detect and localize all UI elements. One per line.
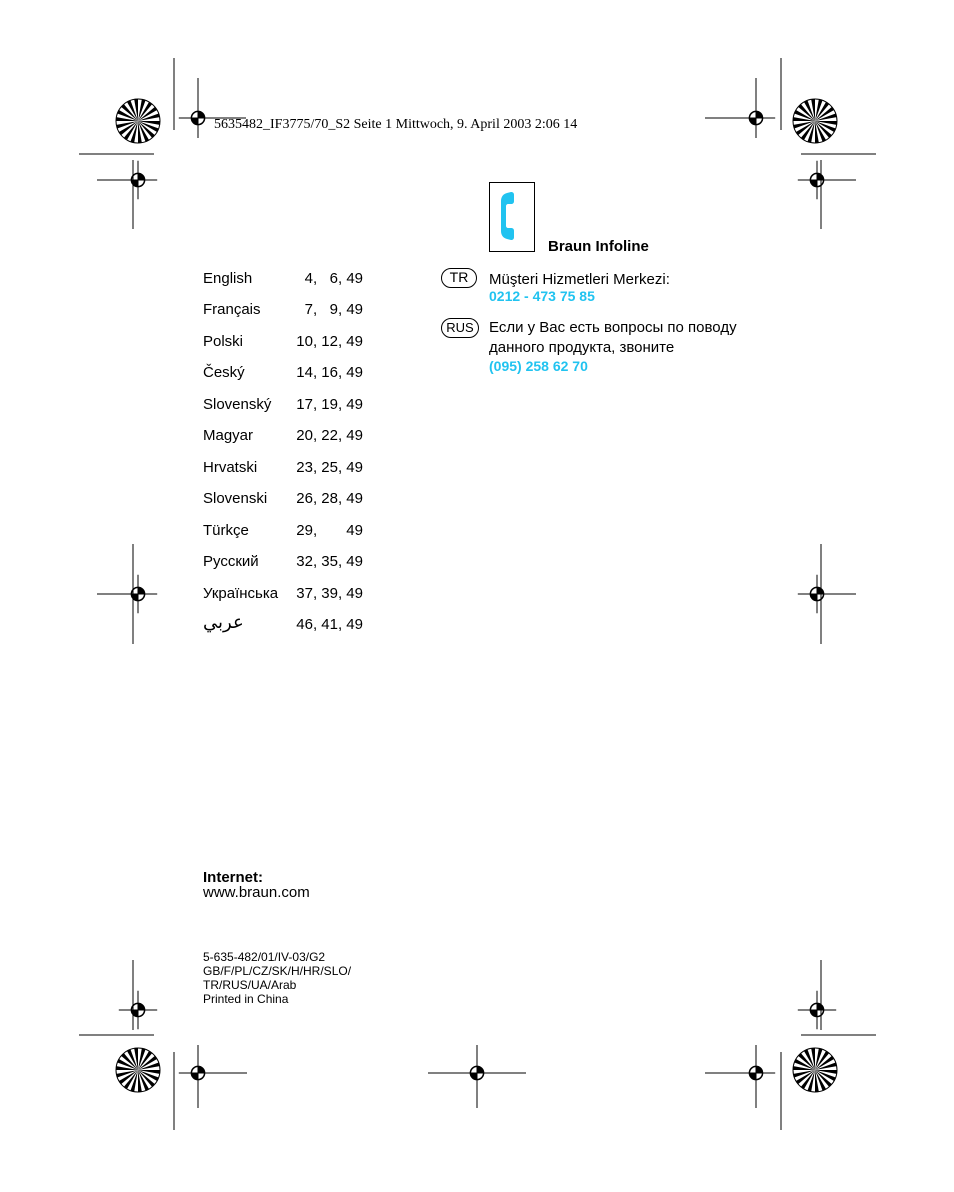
language-row (203, 612, 363, 636)
language-pages: 23, 25, 49 (296, 459, 363, 476)
language-row (203, 585, 363, 605)
language-row (203, 553, 363, 573)
rus-service-text-line2: данного продукта, звоните (489, 339, 675, 356)
language-name: Français (203, 301, 261, 318)
language-pages: 4, 6, 49 (304, 270, 363, 287)
star-target-mark (116, 99, 160, 143)
tr-service-text: Müşteri Hizmetleri Merkezi: (489, 271, 670, 288)
language-row (203, 490, 363, 510)
infoline-title: Braun Infoline (548, 238, 649, 255)
language-pages: 10, 12, 49 (296, 333, 363, 350)
tr-badge: TR (441, 268, 477, 288)
language-row (203, 270, 363, 290)
language-row (203, 427, 363, 447)
language-row (203, 301, 363, 321)
language-pages: 37, 39, 49 (296, 585, 363, 602)
language-name: عربي (203, 612, 244, 633)
language-row (203, 333, 363, 353)
phone-box (489, 182, 535, 252)
rus-service-text-line1: Если у Вас есть вопросы по поводу (489, 319, 737, 336)
language-name: Polski (203, 333, 244, 350)
language-name: Hrvatski (203, 459, 258, 476)
language-pages: 46, 41, 49 (296, 616, 363, 633)
language-row (203, 459, 363, 479)
language-row (203, 522, 363, 542)
product-code: 5-635-482/01/IV-03/G2 (203, 950, 326, 964)
language-name: Slovenský (203, 396, 272, 413)
telephone-handset-icon (490, 183, 533, 250)
language-name: Türkçe (203, 522, 249, 539)
rus-phone-number: (095) 258 62 70 (489, 358, 588, 374)
tr-phone-number: 0212 - 473 75 85 (489, 288, 595, 304)
language-pages: 20, 22, 49 (296, 427, 363, 444)
star-target-mark (793, 1048, 837, 1092)
internet-url[interactable]: www.braun.com (203, 884, 310, 901)
registration-mark (119, 991, 157, 1029)
language-name: Magyar (203, 427, 254, 444)
internet-label: Internet: (203, 869, 263, 886)
country-codes-line2: TR/RUS/UA/Arab (203, 978, 297, 992)
language-pages: 7, 9, 49 (304, 301, 363, 318)
registration-mark (798, 991, 836, 1029)
printed-in: Printed in China (203, 992, 289, 1006)
language-pages: 32, 35, 49 (296, 553, 363, 570)
language-name: Українська (203, 585, 279, 602)
language-name: Русский (203, 553, 259, 570)
language-pages: 14, 16, 49 (296, 364, 363, 381)
rus-badge: RUS (441, 318, 479, 338)
language-row (203, 396, 363, 416)
language-pages: 17, 19, 49 (296, 396, 363, 413)
language-name: Český (203, 364, 245, 381)
language-pages: 29, 49 (296, 522, 363, 539)
language-pages: 26, 28, 49 (296, 490, 363, 507)
language-name: Slovenski (203, 490, 268, 507)
language-name: English (203, 270, 253, 287)
country-codes-line1: GB/F/PL/CZ/SK/H/HR/SLO/ (203, 964, 352, 978)
language-row (203, 364, 363, 384)
star-target-mark (116, 1048, 160, 1092)
print-header: 5635482_IF3775/70_S2 Seite 1 Mittwoch, 9. April 2003 2:06 14 (214, 117, 578, 132)
star-target-mark (793, 99, 837, 143)
